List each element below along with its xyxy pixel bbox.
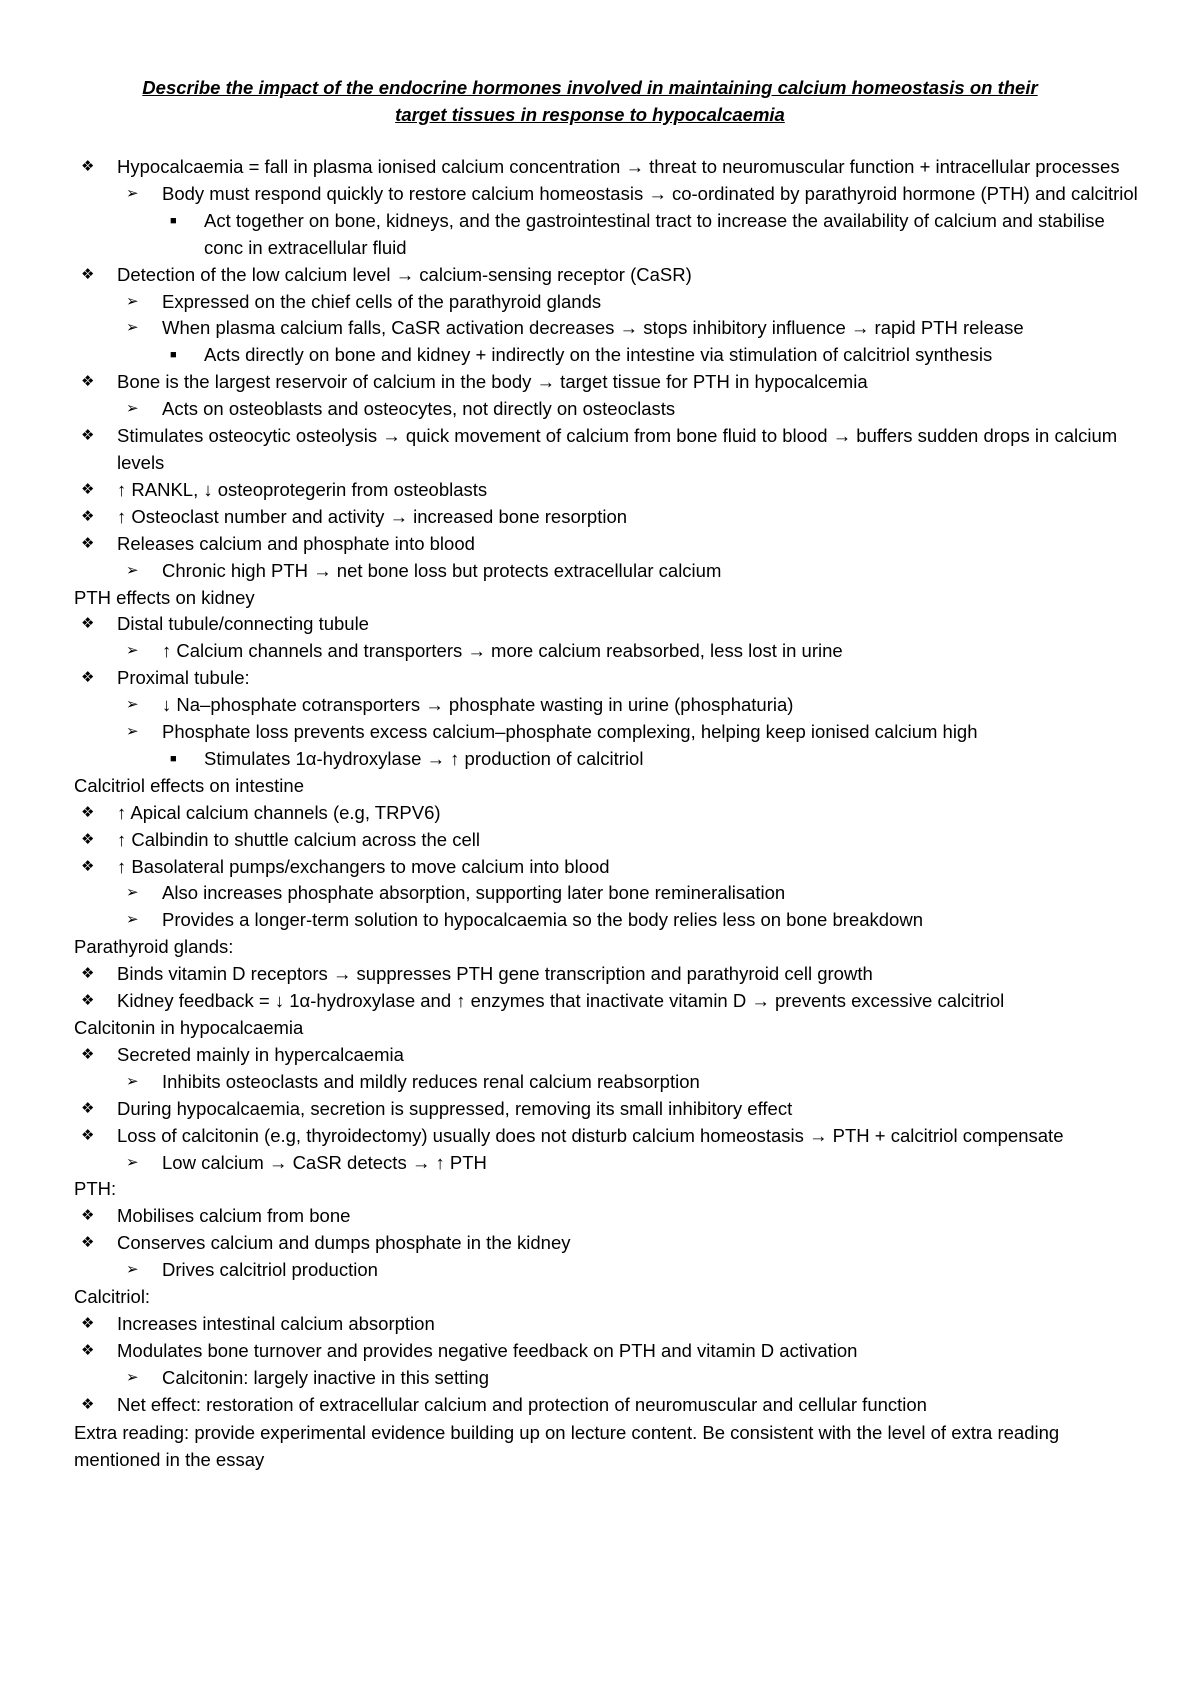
list-item — [74, 961, 1140, 988]
list-item-text: Stimulates 1α-hydroxylase → ↑ production of calcitriol — [204, 747, 644, 769]
list-item-text: Calcitriol: — [74, 1286, 151, 1308]
section-heading — [74, 1176, 1140, 1203]
list-item-text: Releases calcium and phosphate into blood — [117, 532, 475, 554]
list-item-text: Distal tubule/connecting tubule — [117, 613, 369, 635]
list-item — [74, 854, 1140, 881]
diamond-bullet-icon: ❖ — [81, 1234, 95, 1252]
list-item-text: Low calcium → CaSR detects → ↑ PTH — [162, 1151, 487, 1173]
list-item-text: Chronic high PTH → net bone loss but protects extracellular calcium — [162, 559, 722, 581]
list-item-text: Net effect: restoration of extracellular calcium and protection of neuromuscular and cellular function — [117, 1393, 927, 1415]
arrowhead-bullet-icon: ➢ — [126, 884, 139, 902]
list-item — [74, 638, 1140, 665]
list-item-text: Drives calcitriol production — [162, 1259, 378, 1281]
list-item — [74, 1203, 1140, 1230]
arrowhead-bullet-icon: ➢ — [126, 1261, 139, 1279]
list-item — [74, 800, 1140, 827]
list-item — [74, 1123, 1140, 1150]
list-item-text: ↑ Calcium channels and transporters → more calcium reabsorbed, less lost in urine — [162, 640, 843, 662]
list-item-text: PTH: — [74, 1178, 117, 1200]
arrowhead-bullet-icon: ➢ — [126, 642, 139, 660]
list-item — [74, 289, 1140, 316]
diamond-bullet-icon: ❖ — [81, 803, 95, 821]
square-bullet-icon: ■ — [170, 349, 177, 362]
document-title — [75, 74, 1105, 128]
title-line-1: Describe the impact of the endocrine hormones involved in maintaining calcium homeostasis on their — [142, 77, 1038, 98]
list-item — [74, 692, 1140, 719]
list-item — [74, 396, 1140, 423]
diamond-bullet-icon: ❖ — [81, 158, 95, 175]
list-item-text: Calcitonin: largely inactive in this setting — [162, 1366, 489, 1388]
list-item — [74, 342, 1140, 369]
list-item — [74, 827, 1140, 854]
arrowhead-bullet-icon: ➢ — [126, 1368, 139, 1386]
list-item-text: Conserves calcium and dumps phosphate in the kidney — [117, 1232, 571, 1254]
list-item-text: Calcitriol effects on intestine — [74, 774, 304, 796]
list-item-text: Provides a longer-term solution to hypocalcaemia so the body relies less on bone breakdown — [162, 909, 923, 931]
list-item — [74, 504, 1140, 531]
list-item — [74, 1230, 1140, 1257]
arrowhead-bullet-icon: ➢ — [126, 400, 139, 418]
list-item-text: Inhibits osteoclasts and mildly reduces renal calcium reabsorption — [162, 1070, 700, 1092]
list-item — [74, 423, 1140, 477]
diamond-bullet-icon: ❖ — [81, 265, 95, 283]
list-item — [74, 262, 1140, 289]
list-item-text: ↑ Calbindin to shuttle calcium across the cell — [117, 828, 480, 850]
diamond-bullet-icon: ❖ — [81, 1207, 95, 1225]
list-item — [74, 988, 1140, 1015]
list-item — [74, 181, 1140, 208]
list-item-text: Modulates bone turnover and provides negative feedback on PTH and vitamin D activation — [117, 1339, 858, 1361]
list-item-text: Parathyroid glands: — [74, 936, 234, 958]
square-bullet-icon: ■ — [170, 214, 177, 227]
list-item — [74, 719, 1140, 746]
section-heading — [74, 773, 1140, 800]
diamond-bullet-icon: ❖ — [81, 857, 95, 875]
diamond-bullet-icon: ❖ — [81, 373, 95, 391]
diamond-bullet-icon: ❖ — [81, 480, 95, 498]
list-item-text: ↑ Osteoclast number and activity → increased bone resorption — [117, 505, 628, 527]
arrowhead-bullet-icon: ➢ — [126, 696, 139, 714]
arrowhead-bullet-icon: ➢ — [126, 184, 139, 202]
list-item-text: During hypocalcaemia, secretion is suppressed, removing its small inhibitory effect — [117, 1097, 793, 1119]
arrowhead-bullet-icon: ➢ — [126, 292, 139, 310]
list-item-text: Acts on osteoblasts and osteocytes, not directly on osteoclasts — [162, 398, 676, 420]
list-item-text: Binds vitamin D receptors → suppresses PTH gene transcription and parathyroid cell growth — [117, 963, 873, 985]
list-item — [74, 1365, 1140, 1392]
arrowhead-bullet-icon: ➢ — [126, 1072, 139, 1090]
list-item — [74, 208, 1140, 262]
list-item-text: Kidney feedback = ↓ 1α-hydroxylase and ↑ enzymes that inactivate vitamin D → prevents excessive calcitriol — [117, 990, 1005, 1012]
list-item-text: Expressed on the chief cells of the parathyroid glands — [162, 290, 602, 312]
list-item-text: Mobilises calcium from bone — [117, 1205, 351, 1227]
list-item — [74, 1311, 1140, 1338]
list-item-text: ↑ RANKL, ↓ osteoprotegerin from osteoblasts — [117, 478, 488, 500]
arrowhead-bullet-icon: ➢ — [126, 319, 139, 337]
list-item-text: Secreted mainly in hypercalcaemia — [117, 1043, 404, 1065]
diamond-bullet-icon: ❖ — [81, 1395, 95, 1413]
section-heading — [74, 934, 1140, 961]
list-item-text: ↑ Basolateral pumps/exchangers to move calcium into blood — [117, 855, 610, 877]
list-item-text: Hypocalcaemia = fall in plasma ionised calcium concentration → threat to neuromuscular function + intracellular processes — [117, 156, 1120, 177]
list-item — [74, 1392, 1140, 1419]
arrowhead-bullet-icon: ➢ — [126, 911, 139, 929]
list-item — [74, 1096, 1140, 1123]
list-item — [74, 611, 1140, 638]
list-item — [74, 154, 1140, 181]
list-item-text: Acts directly on bone and kidney + indirectly on the intestine via stimulation of calcitriol synthesis — [204, 344, 993, 366]
list-item-text: Proximal tubule: — [117, 667, 250, 689]
section-heading — [74, 585, 1140, 612]
arrowhead-bullet-icon: ➢ — [126, 1153, 139, 1171]
list-item — [74, 665, 1140, 692]
extra-reading-section — [74, 1420, 1140, 1474]
list-item-text: Also increases phosphate absorption, supporting later bone remineralisation — [162, 882, 786, 904]
diamond-bullet-icon: ❖ — [81, 427, 95, 445]
title-line-2: target tissues in response to hypocalcaemia — [395, 104, 785, 125]
list-item — [74, 1338, 1140, 1365]
list-item-text: PTH effects on kidney — [74, 586, 255, 608]
diamond-bullet-icon: ❖ — [81, 1099, 95, 1117]
diamond-bullet-icon: ❖ — [81, 669, 95, 687]
notes-list — [74, 154, 1140, 1419]
diamond-bullet-icon: ❖ — [81, 1314, 95, 1332]
list-item-text: Act together on bone, kidneys, and the gastrointestinal tract to increase the availability of calcium and stabilise conc in extracellular fluid — [204, 209, 1105, 258]
list-item — [74, 746, 1140, 773]
section-heading — [74, 1015, 1140, 1042]
list-item — [74, 1069, 1140, 1096]
list-item-text: Calcitonin in hypocalcaemia — [74, 1017, 304, 1038]
list-item — [74, 315, 1140, 342]
list-item-text: When plasma calcium falls, CaSR activation decreases → stops inhibitory influence → rapid PTH release — [162, 317, 1024, 339]
diamond-bullet-icon: ❖ — [81, 992, 95, 1010]
list-item — [74, 1150, 1140, 1177]
extra-reading-text: Extra reading: provide experimental evidence building up on lecture content. Be consistent with the level of extra reading mentioned in the essay — [74, 1422, 1060, 1470]
list-item — [74, 1257, 1140, 1284]
list-item-text: Increases intestinal calcium absorption — [117, 1312, 435, 1334]
list-item — [74, 880, 1140, 907]
arrowhead-bullet-icon: ➢ — [126, 561, 139, 579]
list-item-text: Detection of the low calcium level → calcium-sensing receptor (CaSR) — [117, 263, 692, 285]
list-item-text: ↓ Na–phosphate cotransporters → phosphate wasting in urine (phosphaturia) — [162, 694, 794, 716]
diamond-bullet-icon: ❖ — [81, 615, 95, 633]
list-item — [74, 531, 1140, 558]
diamond-bullet-icon: ❖ — [81, 1341, 95, 1359]
diamond-bullet-icon: ❖ — [81, 1126, 95, 1144]
list-item — [74, 369, 1140, 396]
list-item-text: ↑ Apical calcium channels (e.g, TRPV6) — [117, 801, 441, 823]
diamond-bullet-icon: ❖ — [81, 965, 95, 983]
list-item-text: Stimulates osteocytic osteolysis → quick movement of calcium from bone fluid to blood → buffers sudden drops in calcium levels — [117, 425, 1118, 473]
diamond-bullet-icon: ❖ — [81, 830, 95, 848]
diamond-bullet-icon: ❖ — [81, 507, 95, 525]
list-item-text: Bone is the largest reservoir of calcium in the body → target tissue for PTH in hypocalcemia — [117, 371, 868, 393]
list-item-text: Body must respond quickly to restore calcium homeostasis → co-ordinated by parathyroid hormone (PTH) and calcitriol — [162, 182, 1138, 204]
square-bullet-icon: ■ — [170, 752, 177, 765]
list-item — [74, 558, 1140, 585]
list-item-text: Phosphate loss prevents excess calcium–phosphate complexing, helping keep ionised calcium high — [162, 721, 978, 743]
list-item — [74, 477, 1140, 504]
arrowhead-bullet-icon: ➢ — [126, 723, 139, 741]
list-item — [74, 907, 1140, 934]
section-heading — [74, 1284, 1140, 1311]
list-item-text: Loss of calcitonin (e.g, thyroidectomy) usually does not disturb calcium homeostasis → PTH + calcitriol compensate — [117, 1124, 1064, 1146]
diamond-bullet-icon: ❖ — [81, 1045, 95, 1063]
list-item — [74, 1042, 1140, 1069]
diamond-bullet-icon: ❖ — [81, 534, 95, 552]
